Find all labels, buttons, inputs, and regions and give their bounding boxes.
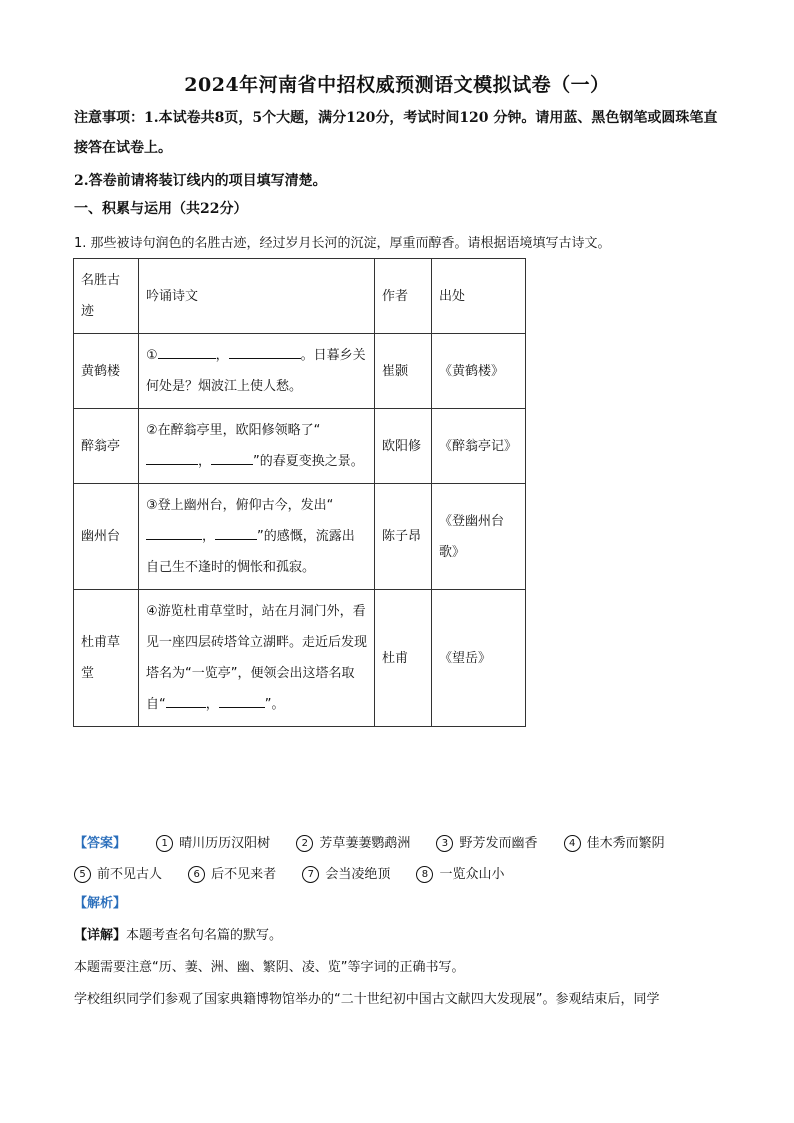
answers-block xyxy=(74,828,734,890)
section-heading: 一、积累与运用（共22分） xyxy=(74,201,248,217)
row-source: 《登幽州台歌》 xyxy=(432,484,526,590)
answer-item: 7 会当凌绝顶 xyxy=(302,867,390,882)
row-place: 黄鹤楼 xyxy=(74,334,139,409)
table-row xyxy=(74,484,526,590)
exam-notes-line2: 2.答卷前请将装订线内的项目填写清楚。 xyxy=(74,173,327,189)
fill-blank[interactable] xyxy=(219,691,265,708)
table-row xyxy=(74,409,526,484)
fill-blank[interactable] xyxy=(146,523,202,540)
answer-item: 1 晴川历历汉阳树 xyxy=(156,836,270,851)
answer-item: 6 后不见来者 xyxy=(188,867,276,882)
row-source: 《望岳》 xyxy=(432,590,526,727)
row-poem: ① ， 。日暮乡关何处是？烟波江上使人愁。 xyxy=(139,334,375,409)
row-author: 杜甫 xyxy=(375,590,432,727)
row-poem: ③登上幽州台，俯仰古今，发出“， ”的感慨，流露出自己生不逢时的惆怅和孤寂。 xyxy=(139,484,375,590)
row-poem: ④游览杜甫草堂时，站在月洞门外，看见一座四层砖塔耸立湖畔。走近后发现塔名为“一览亭”，便领会出这塔名取自“ ， ”。 xyxy=(139,590,375,727)
header-source: 出处 xyxy=(432,259,526,334)
page-title: 2024年河南省中招权威预测语文模拟试卷（一） xyxy=(184,74,610,96)
table-row xyxy=(74,590,526,727)
row-poem: ②在醉翁亭里，欧阳修领略了“， ”的春夏变换之景。 xyxy=(139,409,375,484)
row-place: 醉翁亭 xyxy=(74,409,139,484)
row-source: 《醉翁亭记》 xyxy=(432,409,526,484)
analysis-detail xyxy=(74,924,282,943)
answer-item: 2 芳草萋萋鹦鹉洲 xyxy=(296,836,410,851)
detail-text: 本题考查名句名篇的默写。 xyxy=(126,928,283,943)
header-poem: 吟诵诗文 xyxy=(139,259,375,334)
fill-blank[interactable] xyxy=(146,448,198,465)
detail-label: 【详解】 xyxy=(74,928,127,943)
row-place: 幽州台 xyxy=(74,484,139,590)
table-header-row xyxy=(74,259,526,334)
analysis-label: 【解析】 xyxy=(74,896,127,911)
answer-item: 4 佳木秀而繁阴 xyxy=(564,836,665,851)
answer-item: 8 一览众山小 xyxy=(416,867,504,882)
row-place: 杜甫草堂 xyxy=(74,590,139,727)
question-1: 1. 那些被诗句润色的名胜古迹，经过岁月长河的沉淀，厚重而醇香。请根据语境填写古诗文。 xyxy=(74,236,611,251)
header-place: 名胜古迹 xyxy=(74,259,139,334)
answer-item: 3 野芳发而幽香 xyxy=(436,836,537,851)
fill-blank[interactable] xyxy=(166,691,206,708)
analysis-paragraph: 本题需要注意“历、萋、洲、幽、繁阴、凌、览”等字词的正确书写。 xyxy=(74,960,465,975)
analysis-paragraph: 学校组织同学们参观了国家典籍博物馆举办的“二十世纪初中国古文献四大发现展”。参观结束后，同学 xyxy=(74,992,660,1007)
fill-blank[interactable] xyxy=(229,342,301,359)
exam-notes-line1: 注意事项：1.本试卷共8页，5个大题，满分120分，考试时间120 分钟。请用蓝、黑色钢笔或圆珠笔直接答在试卷上。 xyxy=(74,110,718,156)
row-author: 崔颢 xyxy=(375,334,432,409)
table-row xyxy=(74,334,526,409)
row-source: 《黄鹤楼》 xyxy=(432,334,526,409)
row-author: 陈子昂 xyxy=(375,484,432,590)
answer-item: 5 前不见古人 xyxy=(74,867,162,882)
fill-blank[interactable] xyxy=(211,448,253,465)
answer-label: 【答案】 xyxy=(74,836,127,851)
row-author: 欧阳修 xyxy=(375,409,432,484)
header-author: 作者 xyxy=(375,259,432,334)
fill-blank[interactable] xyxy=(215,523,257,540)
fill-blank[interactable] xyxy=(158,342,216,359)
poem-table xyxy=(73,258,526,727)
